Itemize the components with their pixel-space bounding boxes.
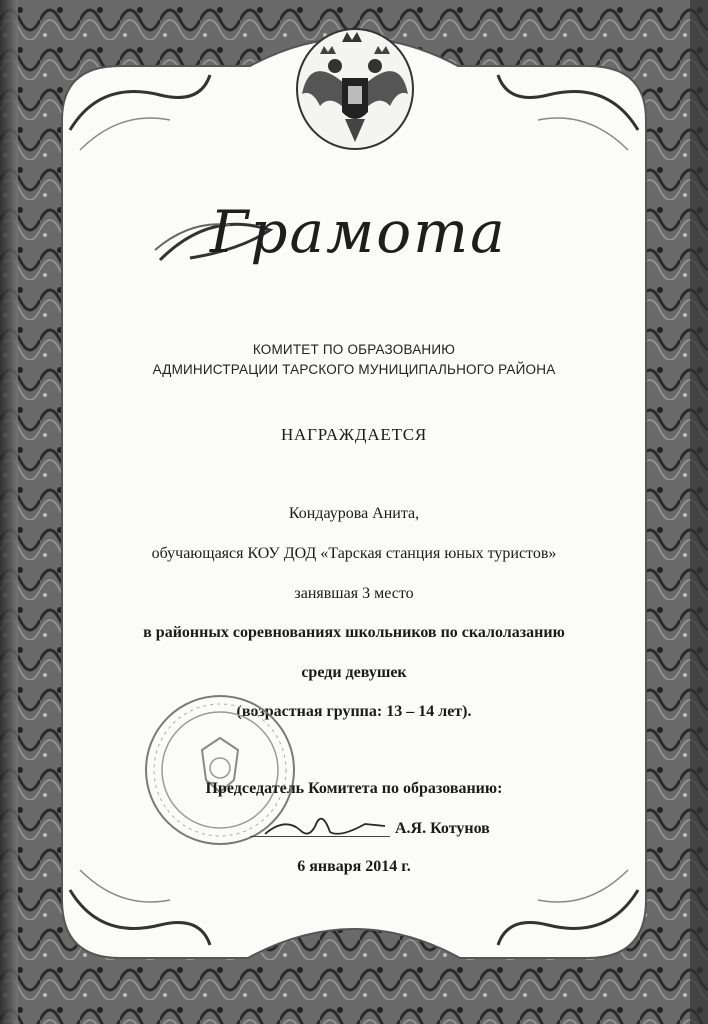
signatory-name: А.Я. Котунов	[395, 820, 490, 837]
organization-line-1: КОМИТЕТ ПО ОБРАЗОВАНИЮ	[252, 342, 456, 357]
issue-date: 6 января 2014 г.	[297, 858, 411, 875]
category: среди девушек	[301, 664, 407, 681]
signatory-title: Председатель Комитета по образованию:	[205, 780, 503, 797]
achievement: занявшая 3 место	[294, 585, 414, 602]
signature-line	[250, 836, 390, 837]
svg-text:Грамота: Грамота	[210, 198, 507, 266]
award-heading: НАГРАЖДАЕТСЯ	[280, 425, 428, 444]
certificate-title	[150, 190, 560, 280]
double-headed-eagle-icon	[290, 14, 420, 154]
recipient-name: Кондаурова Анита,	[288, 505, 420, 522]
age-group: (возрастная группа: 13 – 14 лет).	[236, 703, 472, 720]
signature-icon	[255, 812, 395, 842]
recipient-affiliation: обучающаяся КОУ ДОД «Тарская станция юных туристов»	[151, 545, 557, 562]
competition: в районных соревнованиях школьников по скалолазанию	[143, 624, 565, 641]
organization-line-2: АДМИНИСТРАЦИИ ТАРСКОГО МУНИЦИПАЛЬНОГО РАЙОНА	[152, 362, 556, 377]
